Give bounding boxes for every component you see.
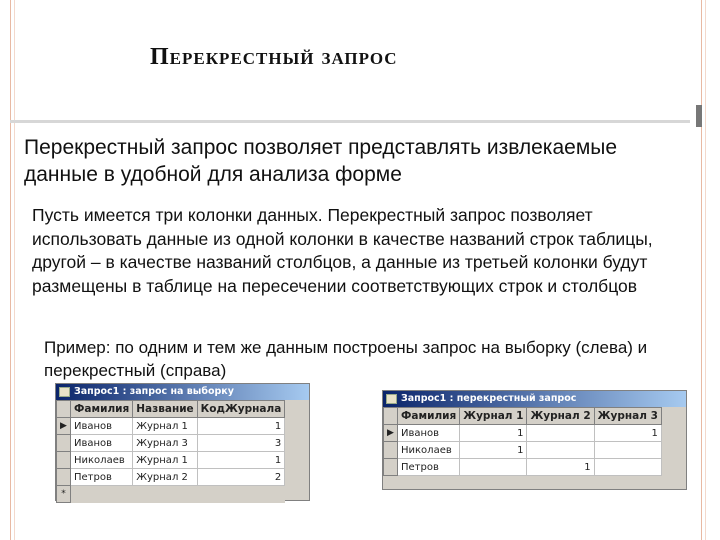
cell-journal-2[interactable] [527, 425, 594, 442]
cell-journal-2[interactable] [527, 442, 594, 459]
cell-surname[interactable]: Петров [71, 469, 133, 486]
column-header[interactable]: Фамилия [398, 408, 460, 425]
intro-text: Перекрестный запрос позволяет представлять извлекаемые данные в удобной для анализа форме [24, 134, 624, 188]
select-query-window [55, 383, 310, 501]
frame-line-left-inner [14, 0, 15, 540]
cell-journal-1[interactable]: 1 [460, 425, 527, 442]
query-icon [386, 394, 397, 404]
row-selector[interactable] [384, 442, 398, 459]
example-text: Пример: по одним и тем же данным построены запрос на выборку (слева) и перекрестный (справа) [44, 336, 654, 382]
cell-journal-3[interactable] [594, 442, 661, 459]
column-header[interactable]: Журнал 1 [460, 408, 527, 425]
cell-journal-3[interactable] [594, 459, 661, 476]
corner-cell[interactable] [57, 401, 71, 418]
select-query-title: Запрос1 : запрос на выборку [74, 386, 234, 397]
column-header[interactable]: Название [133, 401, 197, 418]
cell-surname[interactable]: Иванов [71, 435, 133, 452]
cell-journal-1[interactable] [460, 459, 527, 476]
table-row[interactable] [384, 442, 662, 459]
right-tab-marker [696, 105, 702, 127]
row-selector[interactable] [57, 452, 71, 469]
row-selector[interactable] [57, 435, 71, 452]
column-header[interactable]: Журнал 2 [527, 408, 594, 425]
cell-code[interactable]: 3 [197, 435, 285, 452]
cell-journal-1[interactable]: 1 [460, 442, 527, 459]
cell-surname[interactable]: Иванов [71, 418, 133, 435]
select-query-titlebar[interactable] [56, 384, 309, 400]
table-row[interactable] [384, 425, 662, 442]
new-record-icon[interactable]: * [57, 486, 71, 503]
cell-surname[interactable]: Николаев [398, 442, 460, 459]
header-row [57, 401, 285, 418]
cell-title[interactable]: Журнал 2 [133, 469, 197, 486]
column-header[interactable]: КодЖурнала [197, 401, 285, 418]
table-row[interactable] [57, 435, 285, 452]
table-row[interactable] [57, 452, 285, 469]
frame-line-right-outer [705, 0, 706, 540]
row-selector-icon[interactable]: ▶ [57, 418, 71, 435]
table-row[interactable] [57, 418, 285, 435]
frame-line-left [10, 0, 11, 540]
cell-code[interactable]: 1 [197, 418, 285, 435]
row-selector[interactable] [384, 459, 398, 476]
select-query-grid [56, 400, 285, 503]
crosstab-query-window [382, 390, 687, 490]
table-row[interactable] [57, 469, 285, 486]
cell-surname[interactable]: Петров [398, 459, 460, 476]
row-selector[interactable] [57, 469, 71, 486]
crosstab-query-grid [383, 407, 662, 476]
cell-surname[interactable]: Иванов [398, 425, 460, 442]
row-selector-icon[interactable]: ▶ [384, 425, 398, 442]
new-record-row[interactable] [57, 486, 285, 503]
cell-title[interactable]: Журнал 1 [133, 418, 197, 435]
description-text: Пусть имеется три колонки данных. Перекрестный запрос позволяет использовать данные из одной колонки в качестве названий строк таблицы, другой – в качестве названий столбцов, а данные из третьей колонки будут размещены в таблице на пересечении соответствующих строк и столбцов [32, 204, 682, 298]
cell-code[interactable]: 1 [197, 452, 285, 469]
cell-title[interactable]: Журнал 1 [133, 452, 197, 469]
crosstab-query-titlebar[interactable] [383, 391, 686, 407]
cell-journal-3[interactable]: 1 [594, 425, 661, 442]
frame-line-right [701, 0, 702, 540]
slide-title: Перекрестный запрос [150, 44, 398, 70]
header-row [384, 408, 662, 425]
title-rule [10, 120, 690, 123]
column-header[interactable]: Журнал 3 [594, 408, 661, 425]
cell-journal-2[interactable]: 1 [527, 459, 594, 476]
column-header[interactable]: Фамилия [71, 401, 133, 418]
corner-cell[interactable] [384, 408, 398, 425]
table-row[interactable] [384, 459, 662, 476]
cell-surname[interactable]: Николаев [71, 452, 133, 469]
cell-code[interactable]: 2 [197, 469, 285, 486]
crosstab-query-title: Запрос1 : перекрестный запрос [401, 393, 577, 404]
cell-title[interactable]: Журнал 3 [133, 435, 197, 452]
query-icon [59, 387, 70, 397]
